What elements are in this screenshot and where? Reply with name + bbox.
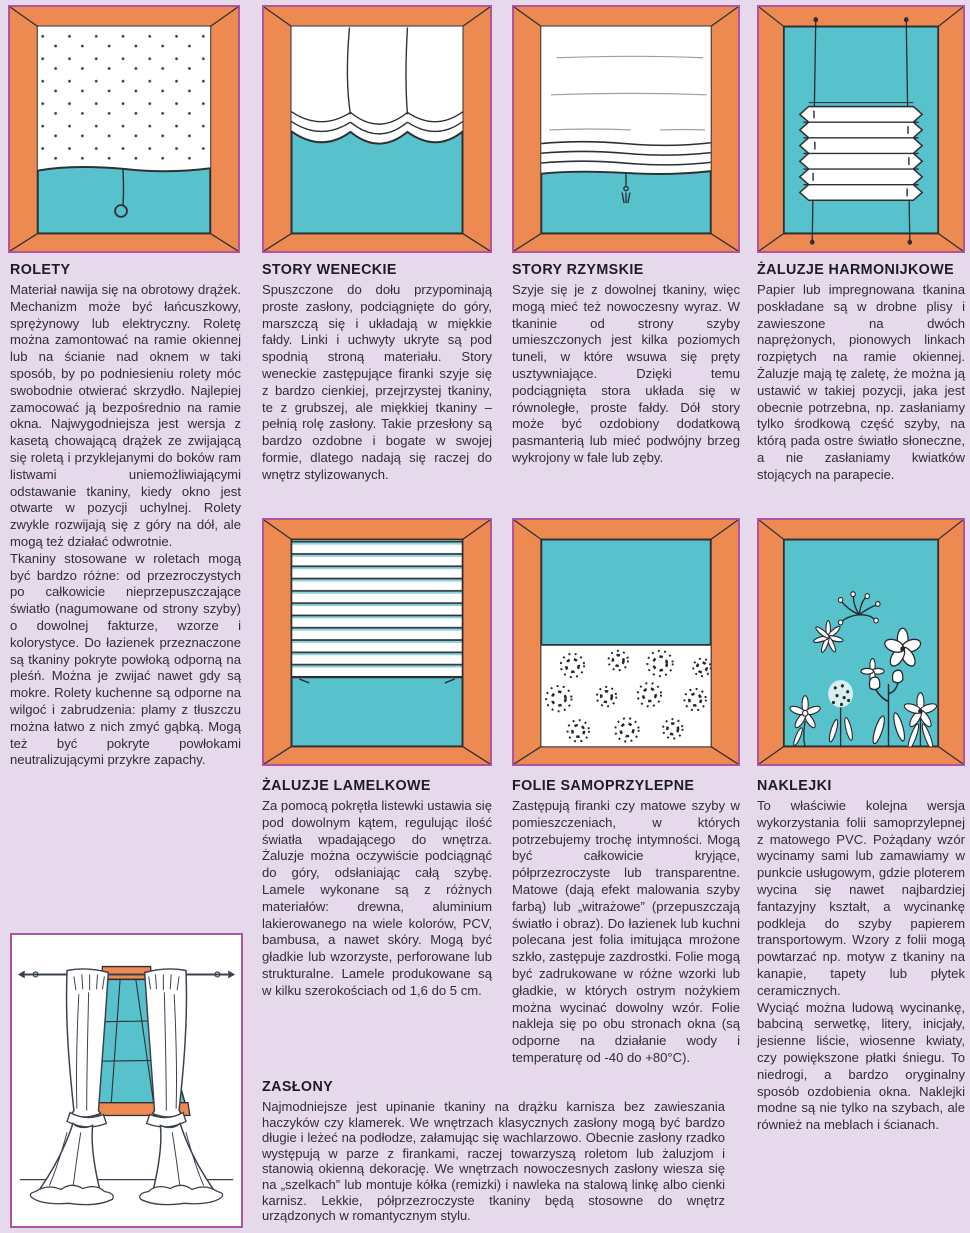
pleated-blind-window-icon [757, 5, 965, 253]
section-folie-samoprzylepne [512, 778, 740, 1067]
flower-stickers-window-icon [757, 518, 965, 766]
section-paragraph: Za pomocą pokrętła listewki ustawia się pod dowolnym kątem, regulując ilość światła wpadającego do wnętrza. Żaluzje można oczywiście podciągnąć do góry, odsłaniając całą szybę. Lamele wykonane są z różnych materiałów: drewna, aluminium lakierowanego na wiele kolorów, PCV, bambusa, a nawet skóry. Mogą być gładkie lub wzorzyste, perforowane lub strukturalne. Lamele produkowane są w kilku szerokościach od 1,6 do 5 cm. [262, 798, 492, 998]
roller-blind-window-icon [8, 5, 240, 253]
section-title: STORY WENECKIE [262, 262, 397, 278]
section-paragraph: Materiał nawija się na obrotowy drążek. Mechanizm może być łańcuszkowy, sprężynowy lub elektryczny. Roletę można zamontować na ramie okiennej lub na ścianie nad oknem w taki sposób, by po podniesieniu rolety móc swobodnie otwierać skrzydło. Najlepiej zamocować ją bezpośrednio na ramie okna. Najwygodniejsza jest wersja z kasetą chowającą drążek ze zwijającą się roletą i przyklejanymi do boków ram listwami uniemożliwiającymi odstawanie tkaniny, kiedy okno jest otwarte w pozycji uchylnej. Rolety zwykle rozwijają się z góry na dół, ale mogą też działać odwrotnie. [10, 282, 241, 549]
section-paragraph: Najmodniejsze jest upinanie tkaniny na drążku karnisza bez zawieszania haczyków czy klamerek. We wnętrzach klasycznych zasłony mogą być bardzo długie i leżeć na podłodze, załamując się wachlarzowo. Obecnie zasłony rzadko występują w parze z firankami, raczej towarzyszą roletom lub żaluzjom i stanowią okienną dekorację. We wnętrzach nowoczesnych zasłony wiesza się na „szelkach” lub montuje kółka (remizki) i nawleka na stalową linkę albo cienki karnisz. Lekkie, półprzezroczyste tkaniny będą stosowne do wnętrz urządzonych w romantycznym stylu. [262, 1099, 725, 1224]
section-paragraph: Zastępują firanki czy matowe szyby w pomieszczeniach, w których potrzebujemy trochę intymności. Mogą być całkowicie kryjące, półprzezroczyste lub transparentne. Matowe (dają efekt malowania szyby farbą) lub „witrażowe” (przepuszczają światło i obraz). Do łazienek lub kuchni polecana jest folia imitująca mrożone szkło, zastępuje zazdrostki. Folie mogą być zadrukowane w różne wzorki lub gładkie, w których ostrym nożykiem można wycinać dowolny wzór. Folie nakleja się po obu stronach okna (są odporne na działanie wody i temperaturę od -40 do +80°C). [512, 798, 740, 1065]
section-title: ZASŁONY [262, 1079, 334, 1095]
curtains-window-icon [10, 933, 243, 1228]
section-paragraph: Papier lub impregnowana tkanina poskładane są w drobne plisy i zawieszone na dwóch naprężonych, pionowych linkach rozpiętych na ramie okiennej. Żaluzje mają tę zaletę, że można ją ustawić w takiej pozycji, jaka jest obecnie potrzebna, np. zasłaniamy tylko środkową część szyby, na którą pada ostre światło słoneczne, a nie zasłaniamy kwiatków stojących na parapecie. [757, 282, 965, 482]
section-title: FOLIE SAMOPRZYLEPNE [512, 778, 695, 794]
section-title: ROLETY [10, 262, 71, 278]
section-zaluzje-lamelkowe [262, 778, 492, 1000]
section-naklejki [757, 778, 965, 1134]
section-story-rzymskie [512, 262, 740, 467]
section-paragraph: Tkaniny stosowane w roletach mogą być bardzo różne: od przezroczystych po całkowicie nieprzepuszczające światło (nagumowane od strony szyby) o dowolnej fakturze, wzorze i kolorystyce. Do łazienek przeznaczone są tkaniny pokryte powłoką odporną na pleśń. Można je zwijać nawet gdy są mokre. Rolety kuchenne są odporne na wilgoć i zabrudzenia: plamy z tłuszczu można łatwo z nich zmyć gąbką. Mogą też być pokryte powłokami neutralizującymi przykre zapachy. [10, 550, 241, 768]
venetian-shade-window-icon [262, 5, 492, 253]
adhesive-film-window-icon [512, 518, 740, 766]
section-story-weneckie [262, 262, 492, 484]
roman-shade-window-icon [512, 5, 740, 253]
slat-blind-window-icon [262, 518, 492, 766]
section-title: ŻALUZJE HARMONIJKOWE [757, 262, 955, 278]
section-zaslony [262, 1079, 725, 1224]
section-zaluzje-harmonijkowe [757, 262, 965, 484]
section-title: STORY RZYMSKIE [512, 262, 644, 278]
section-title: NAKLEJKI [757, 778, 832, 794]
section-rolety [10, 262, 241, 769]
section-paragraph: Spuszczone do dołu przypominają proste zasłony, podciągnięte do góry, marszczą się i układają w miękkie fałdy. Linki i uchwyty ukryte są pod spodnią stroną materiału. Story weneckie zastępujące firanki szyje się z bardzo cienkiej, przejrzystej tkaniny, te z grubszej, ale miękkiej tkaniny – pełnią rolę zasłony. Takie przesłony są bardzo ozdobne i bogate w swojej formie, dlatego nadają się raczej do wnętrz stylizowanych. [262, 282, 492, 482]
section-paragraph: To właściwie kolejna wersja wykorzystania folii samoprzylepnej z matowego PVC. Pożądany wzór wycinamy sami lub zamawiamy w punkcie usługowym, gdzie ploterem wycina się nawet najbardziej fantazyjny kształt, a wycinankę podkleja do szyby papierem transportowym. Wzory z folii mogą powtarzać np. motyw z tkaniny na kanapie, tapety lub płytek ceramicznych. [757, 798, 965, 998]
section-paragraph: Wyciąć można ludową wycinankę, babciną serwetkę, litery, inicjały, jesienne liście, wiosenne kwiaty, czy powiększone płatki śniegu. To niedrogi, a bardzo oryginalny sposób ozdobienia okna. Naklejki modne są nie tylko na szybach, ale również na meblach i ścianach. [757, 999, 965, 1133]
section-paragraph: Szyje się je z dowolnej tkaniny, więc mogą mieć też nowoczesny wyraz. W tkaninie od strony szyby umieszczonych jest kilka poziomych tuneli, w które wsuwa się pręty usztywniające. Dzięki temu podciągnięta stora układa się w równoległe, proste fałdy. Dół story może być ozdobiony dodatkową pasmanterią lub mieć podwójny brzeg wykrojony w fale lub zęby. [512, 282, 740, 465]
section-title: ŻALUZJE LAMELKOWE [262, 778, 431, 794]
